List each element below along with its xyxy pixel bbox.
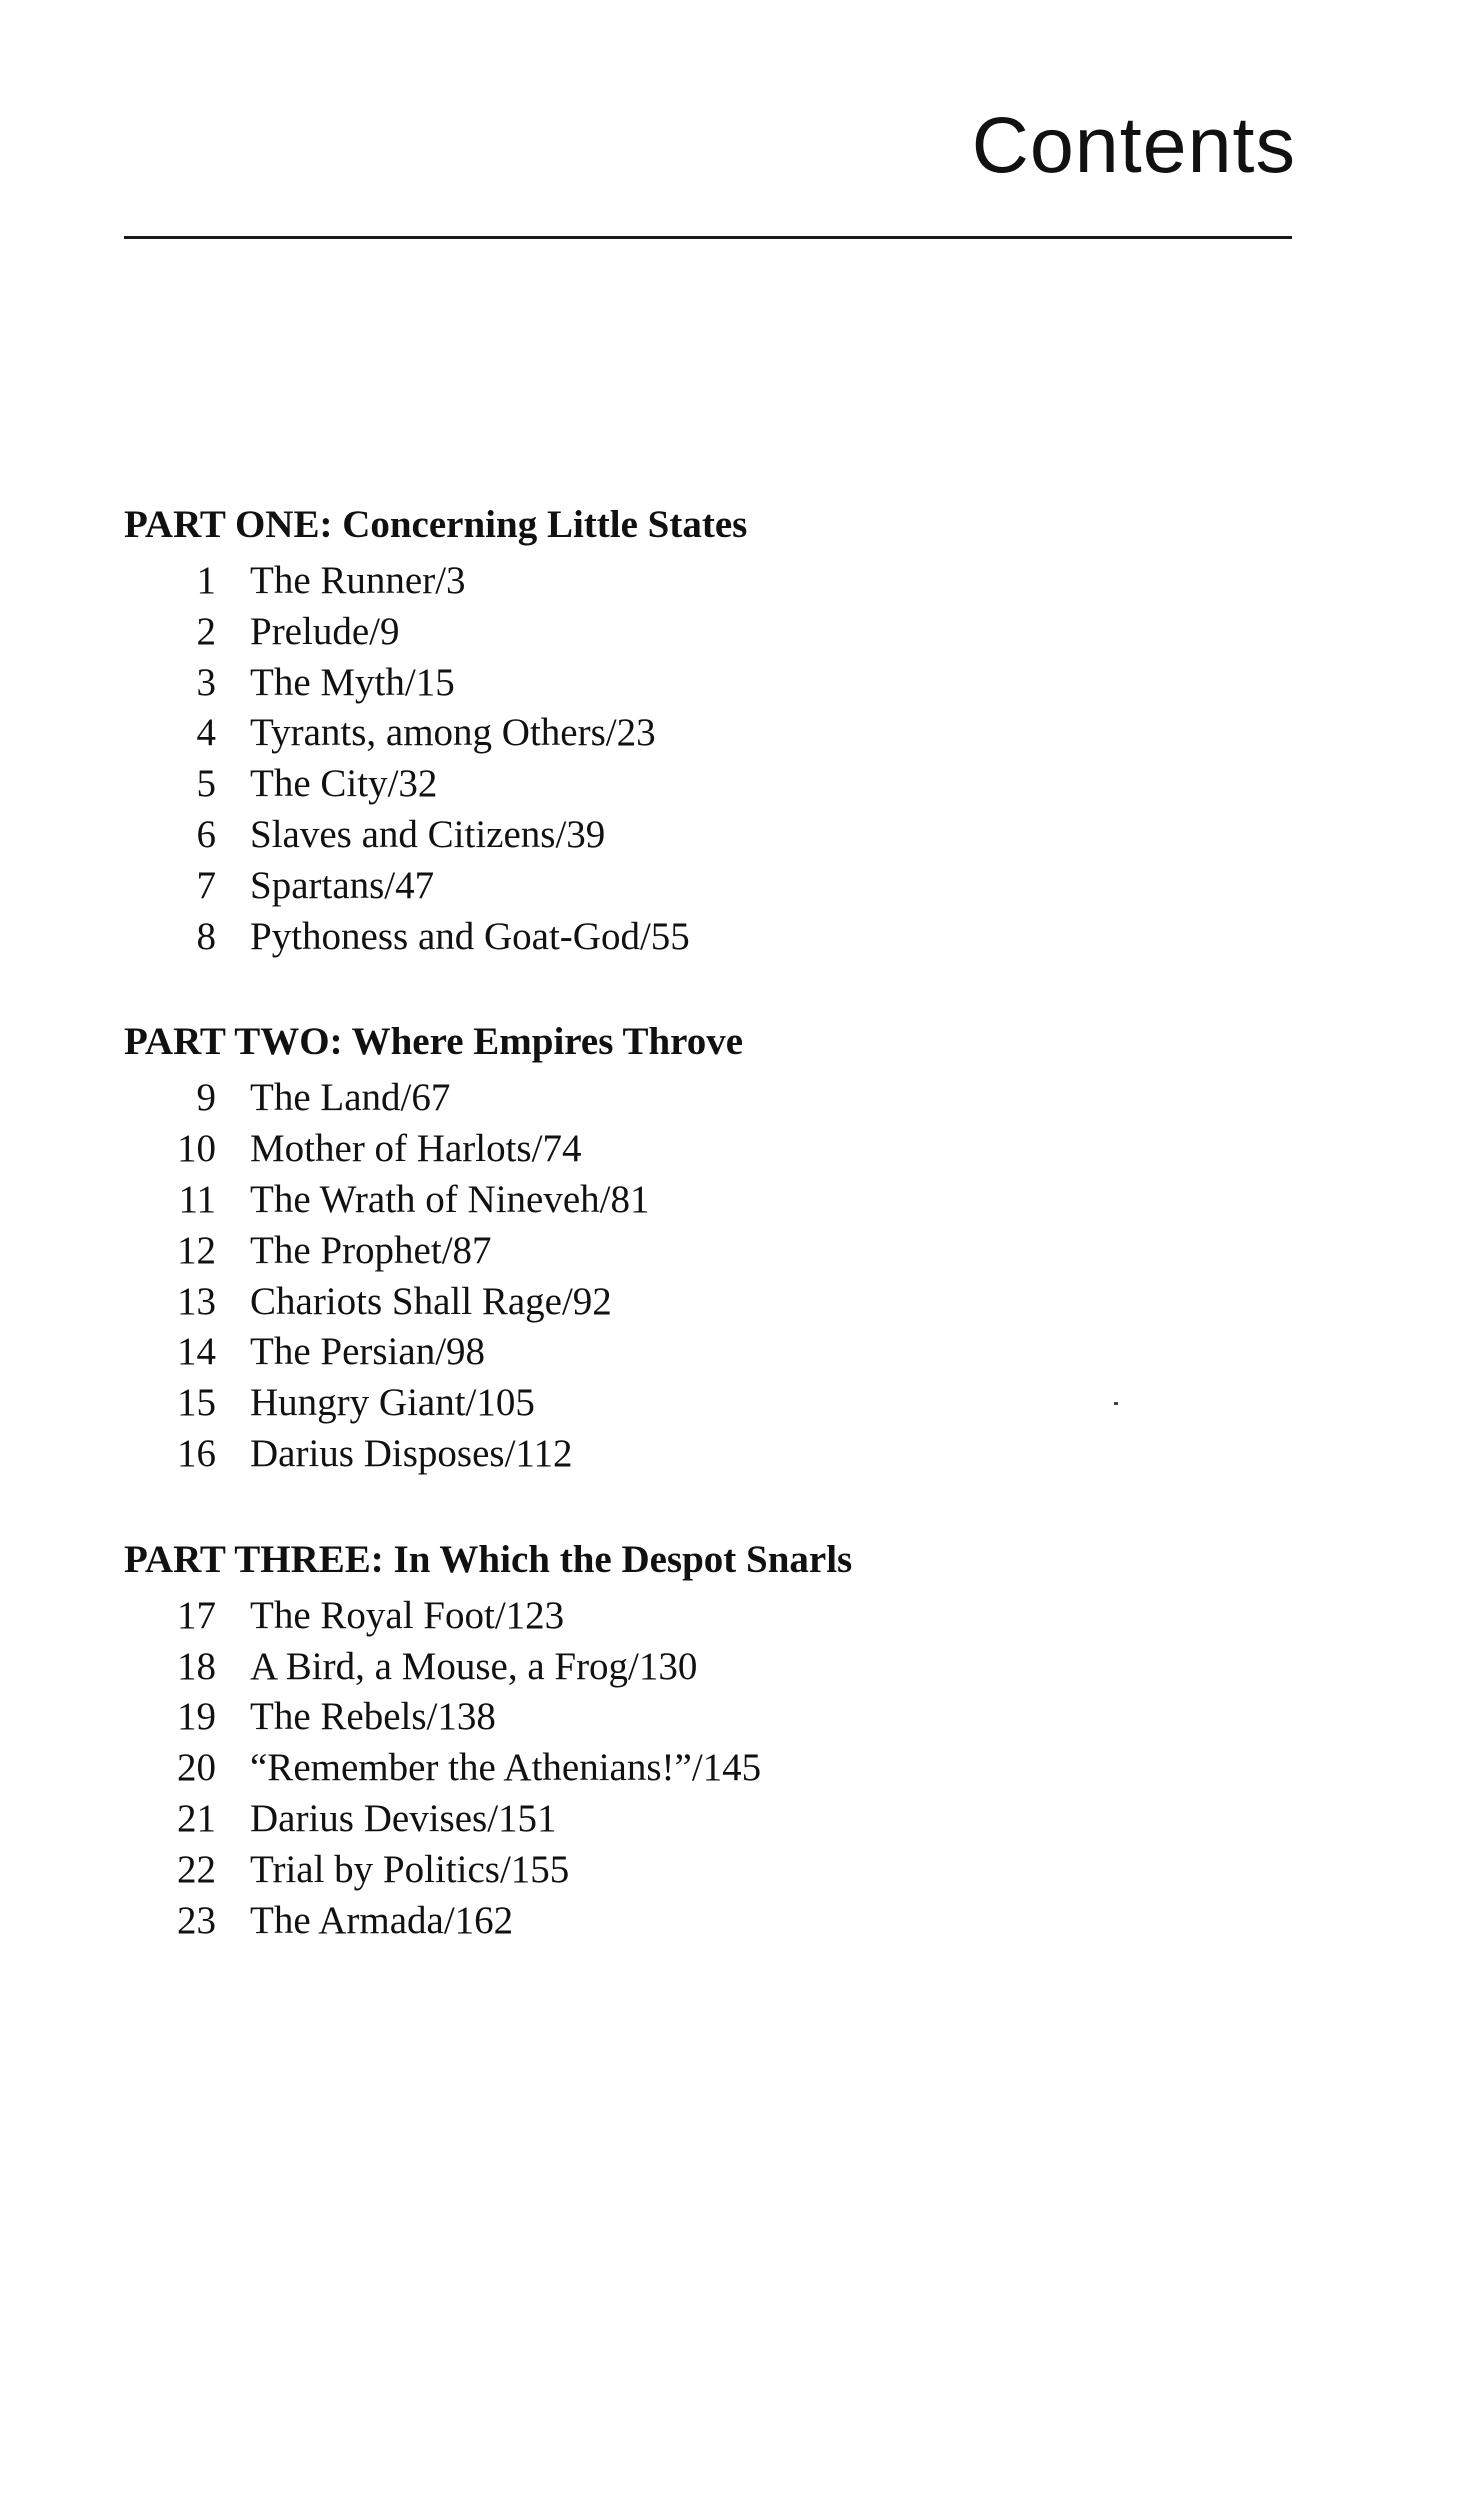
chapter-title: The Runner/3 xyxy=(250,559,466,602)
chapter-title: Prelude/9 xyxy=(250,609,400,653)
chapter-number: 3 xyxy=(196,660,216,704)
chapter-title: The Royal Foot/123 xyxy=(250,1593,565,1637)
chapter-number: 21 xyxy=(177,1796,216,1840)
chapter-number: 11 xyxy=(178,1177,216,1221)
toc-entry xyxy=(124,1277,1324,1328)
chapter-number: 14 xyxy=(177,1330,216,1374)
chapter-title: Chariots Shall Rage/92 xyxy=(250,1279,612,1323)
chapter-number: 23 xyxy=(177,1898,216,1942)
toc-entry xyxy=(124,1692,1324,1743)
chapter-title: The Myth/15 xyxy=(250,660,455,704)
chapter-title: The Rebels/138 xyxy=(250,1695,496,1739)
chapter-title: Mother of Harlots/74 xyxy=(250,1127,582,1171)
part-heading: PART THREE: In Which the Despot Snarls xyxy=(124,1537,853,1581)
chapter-title: The Persian/98 xyxy=(250,1330,486,1374)
part-heading: PART TWO: Where Empires Throve xyxy=(124,1020,744,1064)
chapter-title: Trial by Politics/155 xyxy=(250,1847,570,1891)
title-rule xyxy=(124,236,1292,239)
chapter-number: 1 xyxy=(196,559,216,602)
toc-entry xyxy=(124,708,1324,759)
chapter-title: Hungry Giant/105 xyxy=(250,1381,535,1425)
toc-entry xyxy=(124,1743,1324,1794)
toc-entry xyxy=(124,1124,1324,1175)
chapter-title: The Land/67 xyxy=(250,1076,451,1120)
chapter-number: 10 xyxy=(177,1127,216,1171)
chapter-number: 2 xyxy=(196,609,216,653)
chapter-title: Darius Devises/151 xyxy=(250,1796,557,1840)
chapter-number: 6 xyxy=(196,812,216,856)
toc-entry xyxy=(124,1591,1324,1642)
part-one xyxy=(124,500,1324,962)
toc-entry xyxy=(124,759,1324,810)
chapter-number: 17 xyxy=(177,1593,216,1637)
chapter-number: 8 xyxy=(196,914,216,958)
chapter-number: 20 xyxy=(177,1746,216,1790)
stray-print-mark xyxy=(1114,1402,1118,1405)
part-two xyxy=(124,1017,1324,1479)
part-three xyxy=(124,1535,1324,1947)
chapter-title: The Prophet/87 xyxy=(250,1228,492,1272)
chapter-title: Pythoness and Goat-God/55 xyxy=(250,914,690,958)
chapter-number: 5 xyxy=(196,762,216,806)
chapter-title: Spartans/47 xyxy=(250,863,435,907)
chapter-title: The City/32 xyxy=(250,762,438,806)
chapter-number: 15 xyxy=(177,1381,216,1425)
toc-entry xyxy=(124,1794,1324,1845)
chapter-number: 7 xyxy=(196,863,216,907)
toc-entry xyxy=(124,861,1324,912)
toc-entry xyxy=(124,658,1324,709)
toc-entry xyxy=(124,556,1324,607)
chapter-title: Tyrants, among Others/23 xyxy=(250,711,656,755)
toc-entry xyxy=(124,1429,1324,1480)
toc-entry xyxy=(124,912,1324,963)
chapter-number: 19 xyxy=(177,1695,216,1739)
toc-entry xyxy=(124,1896,1324,1947)
toc-entry xyxy=(124,1327,1324,1378)
toc-entry xyxy=(124,1226,1324,1277)
chapter-number: 16 xyxy=(177,1431,216,1475)
toc-entry xyxy=(124,1845,1324,1896)
chapter-number: 22 xyxy=(177,1847,216,1891)
toc-entry xyxy=(124,1175,1324,1226)
toc-entry xyxy=(124,607,1324,658)
table-of-contents xyxy=(124,500,1324,2001)
chapter-title: The Wrath of Nineveh/81 xyxy=(250,1177,650,1221)
toc-entry xyxy=(124,1378,1324,1429)
chapter-title: Darius Disposes/112 xyxy=(250,1431,573,1475)
chapter-title: “Remember the Athenians!”/145 xyxy=(250,1746,762,1790)
chapter-number: 4 xyxy=(196,711,216,755)
chapter-title: A Bird, a Mouse, a Frog/130 xyxy=(250,1644,698,1688)
chapter-number: 12 xyxy=(177,1228,216,1272)
chapter-title: The Armada/162 xyxy=(250,1898,514,1942)
page-title: Contents xyxy=(971,100,1296,189)
chapter-number: 13 xyxy=(177,1279,216,1323)
chapter-number: 18 xyxy=(177,1644,216,1688)
toc-entry xyxy=(124,1073,1324,1124)
toc-entry xyxy=(124,1642,1324,1693)
chapter-title: Slaves and Citizens/39 xyxy=(250,812,606,856)
toc-entry xyxy=(124,810,1324,861)
part-heading: PART ONE: Concerning Little States xyxy=(124,503,748,546)
chapter-number: 9 xyxy=(196,1076,216,1120)
